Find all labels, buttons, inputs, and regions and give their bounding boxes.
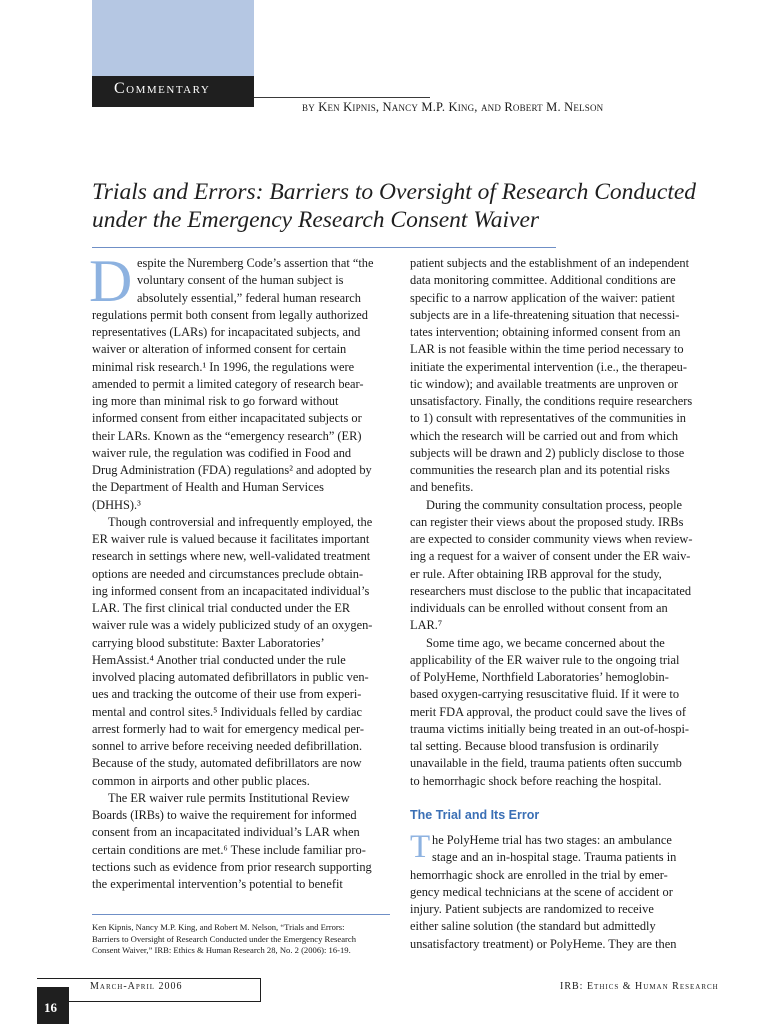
page-number: 16 [44, 1000, 57, 1015]
text-line: which the research will be carried out and from which [410, 428, 679, 443]
text-line: regulations permit both consent from legally authorized [92, 307, 368, 322]
text-line: ues and tracking the outcome of their use from experi- [92, 687, 362, 702]
text-line: LAR is not feasible within the time period necessary to [410, 342, 684, 357]
text-line: and benefits. [410, 480, 474, 495]
left-column [89, 248, 390, 893]
text-line: Though controversial and infrequently employed, the [108, 514, 373, 529]
text-line: waiver or alteration of informed consent for certain [92, 342, 347, 357]
drop-cap: D [89, 248, 133, 314]
text-line: unavailable in the field, trauma patients often succumb [410, 756, 682, 771]
text-line: their LARs. Known as the “emergency research” (ER) [92, 428, 362, 443]
text-line: are expected to consider community views when review- [410, 532, 693, 546]
title-line: Trials and Errors: Barriers to Oversight of Research Conducted [92, 179, 697, 205]
text-line: consent from an incapacitated individual’s LAR when [92, 825, 360, 840]
text-line: ER waiver rule is valued because it facilitates important [92, 532, 370, 546]
footnote-line: Barriers to Oversight of Research Conducted under the Emergency Research [92, 933, 357, 944]
text-line: to 1) consult with representatives of the communities in [410, 411, 686, 426]
text-line: researchers must disclose to the public that incapacitated [410, 583, 692, 598]
text-line: patient subjects and the establishment of an independent [410, 256, 690, 270]
text-line: common in airports and other public places. [92, 773, 310, 788]
header-color-block [92, 0, 254, 76]
text-line: LAR.⁷ [410, 618, 443, 633]
text-line: either saline solution (the standard but admittedly [410, 919, 656, 934]
text-line: injury. Patient subjects are randomized to receive [410, 902, 654, 916]
text-line: carrying blood substitute: Baxter Laboratories’ [92, 635, 325, 650]
footnote-line: Consent Waiver,” IRB: Ethics & Human Research 28, No. 2 (2006): 16-19. [92, 945, 351, 955]
citation-footnote [92, 922, 392, 957]
text-line: waiver rule, the regulation was codified in Food and [92, 445, 352, 460]
text-line: gency medical technicians at the scene of accident or [410, 884, 673, 899]
article-title [92, 178, 732, 234]
text-line: tic window); and available treatments are unproven or [410, 376, 679, 391]
title-rule [92, 247, 556, 248]
footnote-line: Ken Kipnis, Nancy M.P. King, and Robert M. Nelson, “Trials and Errors: [92, 922, 345, 932]
text-line: informed consent from either incapacitated subjects or [92, 411, 362, 426]
text-line: applicability of the ER waiver rule to the ongoing trial [410, 652, 680, 667]
section-label-bar [92, 76, 254, 107]
text-line: subjects are in a life-threatening situation that necessi- [410, 307, 680, 322]
text-line: tal setting. Because blood transfusion is ordinarily [410, 739, 659, 753]
text-line: certain conditions are met.⁶ These include familiar pro- [92, 842, 366, 857]
text-line: minimal risk research.¹ In 1996, the regulations were [92, 359, 355, 374]
text-line: stage and an in-hospital stage. Trauma patients in [432, 850, 677, 865]
text-line: to hemorrhagic shock before reaching the hospital. [410, 773, 662, 788]
text-line: amended to permit a limited category of research bear- [92, 376, 364, 391]
drop-cap: T [410, 829, 431, 865]
text-line: individuals can be enrolled without consent from an [410, 601, 668, 615]
text-line: voluntary consent of the human subject is [137, 273, 344, 288]
text-line: hemorrhagic shock are enrolled in the trial by emer- [410, 867, 668, 882]
text-line: research in settings where new, well-validated treatment [92, 549, 371, 564]
text-line: the Department of Health and Human Services [92, 480, 324, 495]
text-line: arrest formerly had to wait for emergency medical per- [92, 721, 364, 736]
text-line: tections such as evidence from prior research supporting [92, 859, 372, 874]
footnote-rule [92, 914, 390, 915]
text-line: of PolyHeme, Northfield Laboratories’ hemoglobin- [410, 670, 669, 684]
text-line: unsatisfactory. Finally, the conditions require researchers [410, 394, 693, 408]
text-line: he PolyHeme trial has two stages: an ambulance [432, 833, 672, 847]
text-line: trauma victims initially being treated in an out-of-hospi- [410, 721, 690, 736]
text-line: mental and control sites.⁵ Individuals felled by cardiac [92, 704, 362, 719]
header-rule [254, 97, 430, 98]
text-line: The ER waiver rule permits Institutional Review [108, 790, 350, 805]
text-line: data monitoring committee. Additional conditions are [410, 273, 676, 288]
text-line: merit FDA approval, the product could save the lives of [410, 704, 686, 719]
byline: by Ken Kipnis, Nancy M.P. King, and Robert M. Nelson [302, 100, 604, 114]
text-line: options are needed and circumstances preclude obtain- [92, 566, 364, 581]
text-line: based oxygen-carrying resuscitative fluid. If it were to [410, 687, 680, 702]
title-line: under the Emergency Research Consent Waiver [92, 207, 540, 233]
text-line: communities the research plan and its potential risks [410, 463, 670, 477]
text-line: Boards (IRBs) to waive the requirement for informed [92, 808, 357, 822]
section-label: Commentary [114, 80, 211, 97]
text-line: Because of the study, automated defibrillators are now [92, 756, 362, 771]
text-line: espite the Nuremberg Code’s assertion that “the [137, 256, 374, 270]
text-line: (DHHS).³ [92, 497, 141, 512]
issue-date: March-April 2006 [90, 981, 183, 992]
text-line: subjects will be drawn and 2) publicly disclose to those [410, 445, 685, 460]
text-line: representatives (LARs) for incapacitated subjects, and [92, 325, 361, 339]
text-line: waiver rule was a widely publicized study of an oxygen- [92, 618, 373, 633]
text-line: ing more than minimal risk to go forward without [92, 394, 339, 408]
text-line: tates intervention; obtaining informed consent from an [410, 325, 681, 339]
text-line: ing informed consent from an incapacitated individual’s [92, 583, 370, 598]
text-line: Drug Administration (FDA) regulations² and adopted by [92, 463, 372, 477]
text-line: can register their views about the proposed study. IRBs [410, 514, 684, 529]
right-column [410, 255, 710, 790]
text-line: HemAssist.⁴ Another trial conducted under the rule [92, 652, 346, 667]
text-line: unsatisfactory treatment) or PolyHeme. They are then [410, 936, 677, 951]
journal-name: IRB: Ethics & Human Research [560, 981, 719, 992]
text-line: sonnel to arrive before receiving needed defibrillation. [92, 739, 363, 753]
text-line: absolutely essential,” federal human research [137, 290, 361, 305]
text-line: specific to a narrow application of the waiver: patient [410, 290, 675, 305]
text-line: Some time ago, we became concerned about the [426, 635, 665, 650]
text-line: er rule. After obtaining IRB approval for the study, [410, 566, 662, 581]
text-line: During the community consultation process, people [426, 497, 683, 512]
text-line: initiate the experimental intervention (i.e., the therapeu- [410, 359, 687, 374]
text-line: ing a request for a waiver of consent under the ER waiv- [410, 549, 691, 564]
text-line: the experimental intervention’s potential to benefit [92, 877, 343, 891]
text-line: involved placing automated defibrillators in public ven- [92, 670, 369, 684]
section-heading: The Trial and Its Error [410, 808, 540, 822]
text-line: LAR. The first clinical trial conducted under the ER [92, 601, 351, 615]
section-paragraph [410, 829, 710, 953]
